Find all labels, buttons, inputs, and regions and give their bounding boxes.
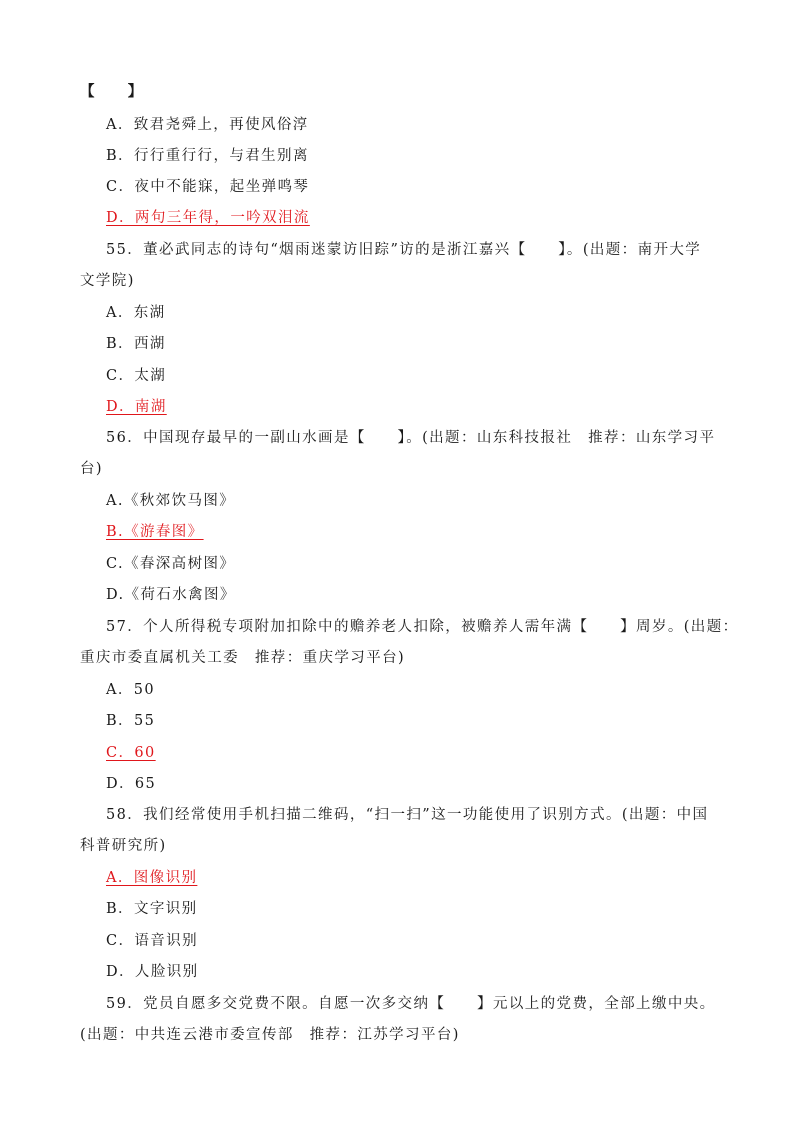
q58-question-line2: 科普研究所): [80, 838, 167, 854]
q56-option-d: D.《荷石水禽图》: [106, 587, 236, 603]
q58-question-line1: 58．我们经常使用手机扫描二维码，“扫一扫”这一功能使用了识别方式。(出题：中国: [106, 807, 709, 823]
q54-option-c: C．夜中不能寐，起坐弹鸣琴: [106, 179, 310, 195]
answer-bracket: 【 】: [80, 83, 144, 100]
q57-option-a: A．50: [106, 682, 156, 698]
q56-option-c: C.《春深高树图》: [106, 556, 236, 572]
q56-option-b-correct: B.《游春图》: [106, 524, 204, 540]
q55-option-d-correct: D．南湖: [106, 399, 167, 415]
q57-option-d: D．65: [106, 776, 157, 792]
q58-option-a-correct: A．图像识别: [106, 870, 198, 886]
q57-option-b: B．55: [106, 713, 156, 729]
q54-option-b: B．行行重行行，与君生别离: [106, 148, 309, 164]
q57-question-line2: 重庆市委直属机关工委 推荐：重庆学习平台): [80, 650, 406, 666]
q55-option-a: A．东湖: [106, 305, 166, 321]
q56-option-a: A.《秋郊饮马图》: [106, 493, 236, 509]
q59-question-line1: 59．党员自愿多交党费不限。自愿一次多交纳【 】元以上的党费，全部上缴中央。: [106, 996, 716, 1012]
q57-question-line1: 57．个人所得税专项附加扣除中的赡养老人扣除，被赡养人需年满【 】周岁。(出题：: [106, 619, 739, 635]
q59-question-line2: (出题：中共连云港市委宣传部 推荐：江苏学习平台): [80, 1027, 460, 1043]
q54-option-a: A．致君尧舜上，再使风俗淳: [106, 117, 309, 133]
q55-question-line1: 55．董必武同志的诗句“烟雨迷蒙访旧踪”访的是浙江嘉兴【 】。(出题：南开大学: [106, 242, 702, 258]
q54-option-d-correct: D．两句三年得，一吟双泪流: [106, 210, 310, 226]
q55-option-b: B．西湖: [106, 336, 166, 352]
q58-option-b: B．文字识别: [106, 901, 198, 917]
q56-question-line2: 台): [80, 461, 103, 477]
q55-option-c: C．太湖: [106, 368, 167, 384]
q56-question-line1: 56．中国现存最早的一副山水画是【 】。(出题：山东科技报社 推荐：山东学习平: [106, 430, 716, 446]
q55-question-line2: 文学院): [80, 273, 135, 289]
q58-option-d: D．人脸识别: [106, 964, 199, 980]
q58-option-c: C．语音识别: [106, 933, 198, 949]
q57-option-c-correct: C．60: [106, 745, 156, 761]
